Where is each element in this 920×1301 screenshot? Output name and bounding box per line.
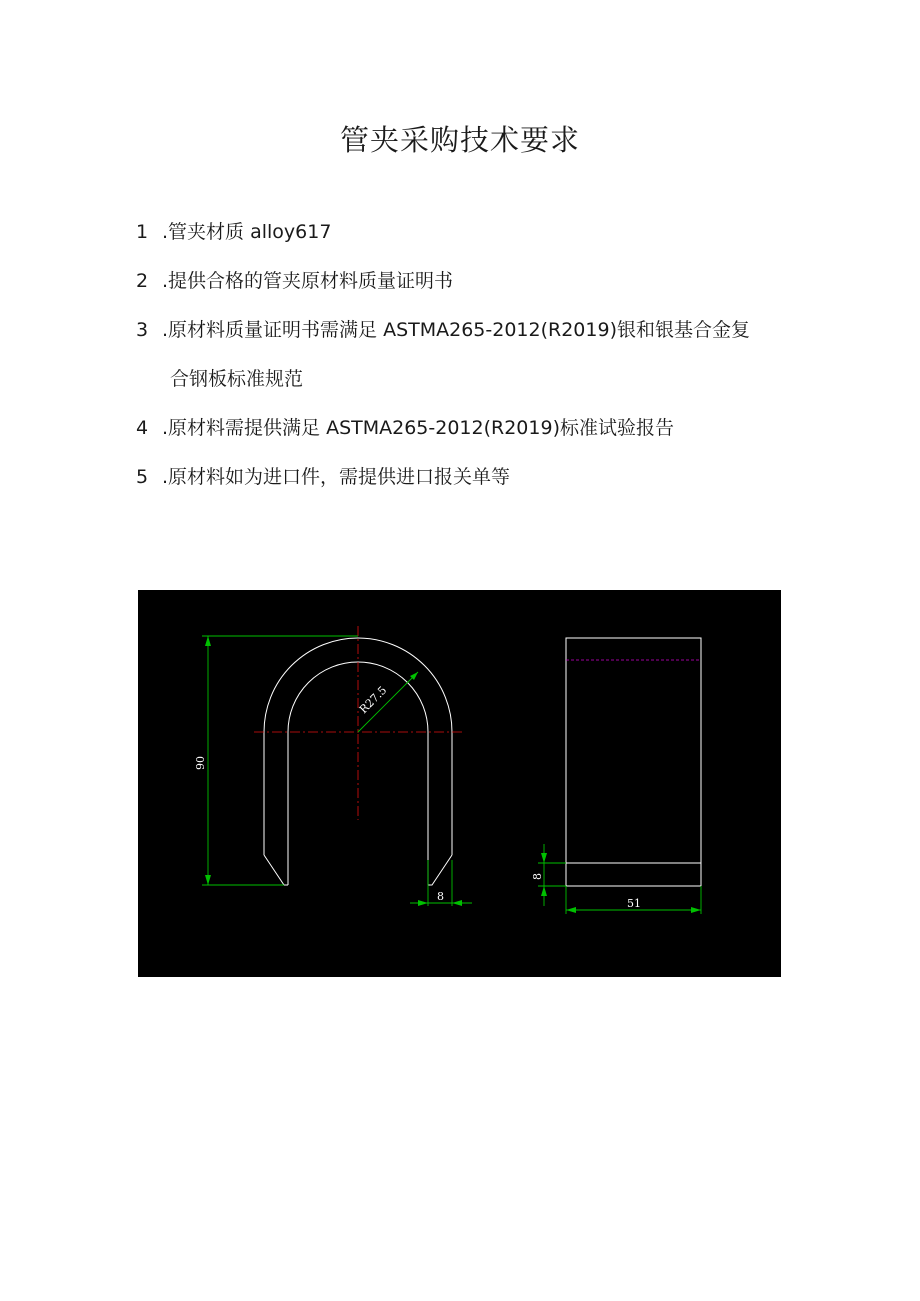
list-item (136, 461, 836, 493)
height-label: 90 (194, 756, 207, 770)
side-view (566, 638, 701, 886)
front-thickness-label: 8 (437, 890, 444, 903)
requirements-list (136, 216, 836, 510)
side-thk-arrow-bottom (541, 886, 547, 896)
cad-drawing (138, 590, 781, 977)
centerlines (254, 626, 464, 820)
page-title: 管夹采购技术要求 (339, 123, 580, 157)
clamp-right-foot (428, 855, 452, 885)
width-label: 51 (627, 897, 641, 910)
item-text: .原材料需提供满足 ASTMA265-2012(R2019)标准试验报告 (162, 417, 674, 439)
side-thk-arrow-top (541, 853, 547, 863)
side-thickness-label: 8 (531, 873, 544, 880)
thk-arrow-right (452, 900, 462, 906)
item-number: 5 (136, 466, 149, 488)
thk-arrow-left (418, 900, 428, 906)
radius-dimension (357, 672, 418, 732)
side-outline (566, 638, 701, 886)
clamp-left-foot (264, 855, 288, 885)
height-arrow-bottom (205, 875, 211, 885)
list-item (136, 216, 836, 248)
item-number: 1 (136, 221, 149, 243)
item-number: 4 (136, 417, 149, 439)
list-item (136, 314, 836, 395)
radius-label: R27.5 (356, 683, 390, 717)
height-dimension (202, 636, 358, 885)
item-number: 2 (136, 270, 149, 292)
item-text: .管夹材质 alloy617 (162, 221, 332, 243)
item-number: 3 (136, 319, 149, 341)
item-text: .提供合格的管夹原材料质量证明书 (162, 270, 454, 292)
item-text: .原材料如为进口件，需提供进口报关单等 (162, 466, 511, 488)
item-text-continuation: 合钢板标准规范 (170, 368, 304, 390)
list-item (136, 412, 836, 444)
width-arrow-left (566, 907, 576, 913)
width-arrow-right (691, 907, 701, 913)
cad-drawing-svg (138, 590, 781, 977)
list-item (136, 265, 836, 297)
height-arrow-top (205, 636, 211, 646)
item-text: .原材料质量证明书需满足 ASTMA265-2012(R2019)银和银基合金复 (162, 319, 750, 341)
